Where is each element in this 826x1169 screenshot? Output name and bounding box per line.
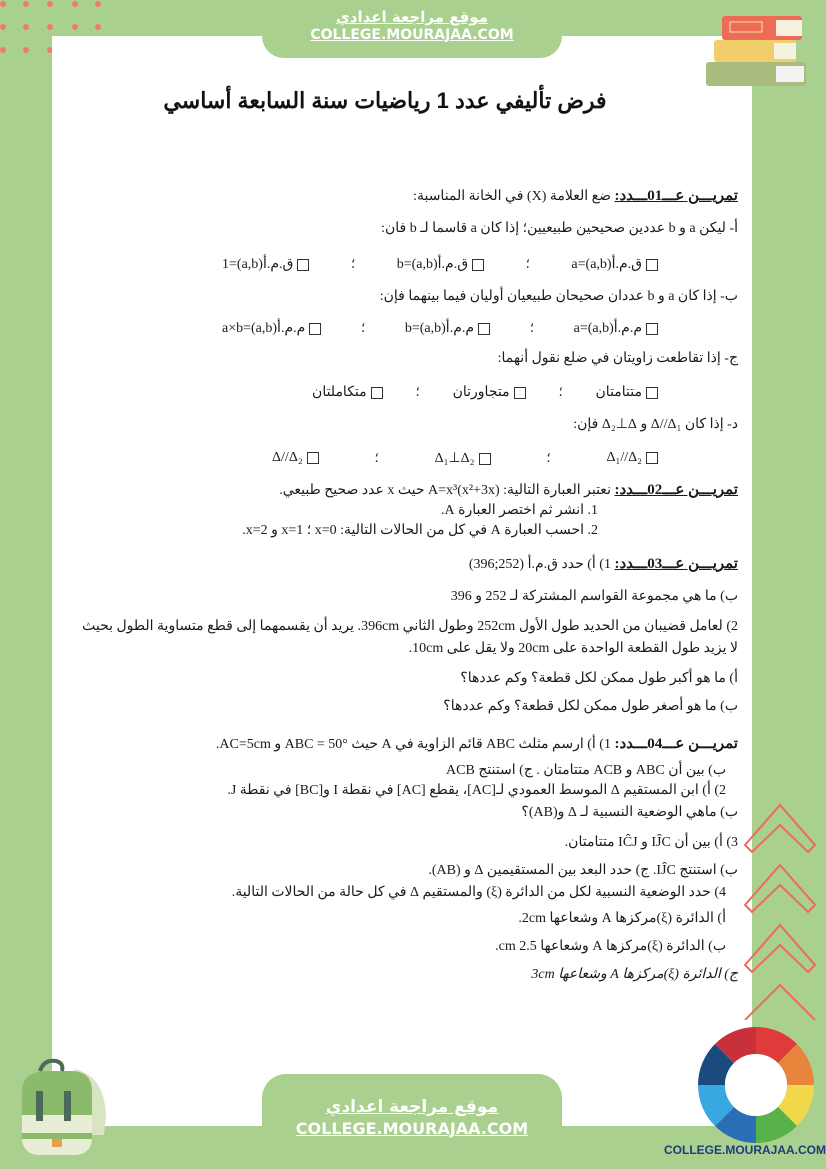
separator: ؛ <box>546 451 551 466</box>
site-url-link[interactable]: COLLEGE.MOURAJAA.COM <box>310 27 514 43</box>
exercise-1-label: تمريـــن عـــ01ـــدد: <box>614 188 738 204</box>
education-wheel-logo-icon <box>696 1025 816 1145</box>
separator: ؛ <box>374 451 379 466</box>
exercise-1-options-d <box>272 450 658 467</box>
checkbox[interactable] <box>646 259 658 271</box>
exercise-4-header <box>216 734 738 753</box>
option[interactable]: ق.م.أ(a,b)=a <box>571 256 658 273</box>
checkbox[interactable] <box>472 259 484 271</box>
exercise-3-q2-line2: لا يزيد طول القطعة الواحدة على 20cm ولا يقل على 10cm. <box>408 641 738 656</box>
exercise-2-statement: نعتبر العبارة التالية: A=x³(x²+3x) حيث x عدد صحيح طبيعي. <box>279 483 611 498</box>
dot <box>23 24 29 30</box>
checkbox[interactable] <box>646 323 658 335</box>
checkbox[interactable] <box>371 387 383 399</box>
checkbox[interactable] <box>479 453 491 465</box>
option[interactable]: Δ₁⊥Δ₂ <box>435 450 491 467</box>
dot <box>47 24 53 30</box>
option[interactable]: متجاورتان <box>453 384 526 401</box>
exercise-4-q3a: 3) أ) بين أن IĴC و IĈJ متتامتان. <box>564 835 738 850</box>
checkbox[interactable] <box>646 387 658 399</box>
exercise-4-q2a: 2) أ) ابن المستقيم Δ الموسط العمودي لـ[AC]، يقطع [AC] في نقطة I و[BC] في نقطة J. <box>227 783 726 798</box>
option[interactable]: م.م.أ(a,b)=a×b <box>222 320 321 337</box>
exercise-4-q2b: ب) ماهي الوضعية النسبية لـ Δ و(AB)؟ <box>521 805 738 820</box>
exercise-4-q4c: ج) الدائرة (ξ)مركزها A وشعاعها 3cm <box>531 967 738 982</box>
option[interactable]: متتامتان <box>596 384 658 401</box>
checkbox[interactable] <box>297 259 309 271</box>
exercise-1-question-a: أ- ليكن a و b عددين صحيحين طبيعيين؛ إذا كان a قاسما لـ b فان: <box>381 221 738 236</box>
exercise-1-question-b: ب- إذا كان a و b عددان صحيحان طبيعيان أوليان فيما بينهما فإن: <box>379 289 738 304</box>
backpack-icon <box>14 1055 106 1155</box>
dot <box>23 1 29 7</box>
checkbox[interactable] <box>478 323 490 335</box>
footer-site-name-arabic[interactable]: موقع مراجعة اعدادي <box>325 1097 499 1117</box>
exercise-3-header <box>469 554 738 573</box>
site-name-arabic[interactable]: موقع مراجعة اعدادي <box>336 8 488 26</box>
dot <box>72 1 78 7</box>
exercise-3-q2a: أ) ما هو أكبر طول ممكن لكل قطعة؟ وكم عددها؟ <box>460 671 738 686</box>
left-frame-strip <box>0 36 52 1136</box>
dot <box>47 1 53 7</box>
exercise-4-q4a: أ) الدائرة (ξ)مركزها A وشعاعها 2cm. <box>518 911 726 926</box>
option[interactable]: Δ₁//Δ₂ <box>606 450 658 467</box>
exercise-1-instruction: ضع العلامة (X) في الخانة المناسبة: <box>413 189 611 204</box>
dot <box>72 24 78 30</box>
option[interactable]: ق.م.أ(a,b)=1 <box>222 256 309 273</box>
dot <box>0 24 6 30</box>
exercise-2-item-1: 1. انشر ثم اختصر العبارة A. <box>441 503 598 518</box>
exercise-1-options-b <box>222 320 658 337</box>
footer-site-banner[interactable] <box>262 1074 562 1169</box>
dot <box>0 1 6 7</box>
header-site-banner[interactable] <box>262 0 562 58</box>
exercise-1-options-c <box>312 384 658 401</box>
chevron-up-decoration-icon <box>735 790 825 1020</box>
separator: ؛ <box>525 257 530 272</box>
option[interactable]: متكاملتان <box>312 384 383 401</box>
checkbox[interactable] <box>307 452 319 464</box>
dot <box>95 1 101 7</box>
exercise-4-q4: 4) حدد الوضعية النسبية لكل من الدائرة (ξ) والمستقيم Δ في كل حالة من الحالات التالية. <box>231 885 726 900</box>
exercise-2-item-2: 2. احسب العبارة A في كل من الحالات التالية: x=0 ؛ x=1 و x=2. <box>242 523 598 538</box>
dot <box>95 24 101 30</box>
exercise-3-q1a: 1) أ) حدد ق.م.أ (252;396) <box>468 557 611 572</box>
option[interactable]: م.م.أ(a,b)=a <box>574 320 658 337</box>
exercise-1-options-a <box>222 256 658 273</box>
checkbox[interactable] <box>514 387 526 399</box>
separator: ؛ <box>415 385 420 400</box>
exercise-4-q4b: ب) الدائرة (ξ)مركزها A وشعاعها 2.5 cm. <box>495 939 726 954</box>
exercise-4-label: تمريـــن عـــ04ـــدد: <box>614 736 738 752</box>
exercise-1-question-d: د- إذا كان Δ//Δ₁ و Δ₂⊥Δ فإن: <box>573 417 738 432</box>
separator: ؛ <box>350 257 356 272</box>
dot <box>0 47 6 53</box>
footer-logo-text: COLLEGE.MOURAJAA.COM <box>664 1143 826 1157</box>
separator: ؛ <box>360 321 366 336</box>
checkbox[interactable] <box>646 452 658 464</box>
exercise-1-header <box>413 186 738 205</box>
exercise-2-header <box>279 480 738 499</box>
exercise-3-q1b: ب) ما هي مجموعة القواسم المشتركة لـ 252 و 396 <box>450 589 738 604</box>
exercise-2-label: تمريـــن عـــ02ـــدد: <box>614 482 738 498</box>
exercise-3-q2-line1: 2) لعامل قضيبان من الحديد طول الأول 252cm وطول الثاني 396cm. يريد أن يقسمهما إلى قطع متساوية الطول بحيث <box>82 619 738 634</box>
option[interactable]: ق.م.أ(a,b)=b <box>397 256 484 273</box>
exercise-3-label: تمريـــن عـــ03ـــدد: <box>614 556 738 572</box>
option[interactable]: م.م.أ(a,b)=b <box>405 320 490 337</box>
separator: ؛ <box>558 385 563 400</box>
books-stack-icon <box>696 10 814 90</box>
exercise-4-q3b: ب) استنتج IĴC. ج) حدد البعد بين المستقيمين Δ و (AB). <box>428 863 738 878</box>
option[interactable]: Δ//Δ₂ <box>272 450 319 467</box>
dot <box>23 47 29 53</box>
page-title: فرض تأليفي عدد 1 رياضيات سنة السابعة أساسي <box>163 88 607 113</box>
exercise-4-q1a: 1) أ) ارسم مثلث ABC قائم الزاوية في A حيث ABC = 50° و AC=5cm. <box>215 737 611 752</box>
separator: ؛ <box>529 321 535 336</box>
exercise-3-q2b: ب) ما هو أصغر طول ممكن لكل قطعة؟ وكم عددها؟ <box>443 699 738 714</box>
footer-site-url-link[interactable]: COLLEGE.MOURAJAA.COM <box>295 1119 529 1138</box>
exercise-4-q1b: ب) بين أن ABC و ACB متتامتان . ج) استنتج ACB <box>446 763 726 778</box>
exercise-1-question-c: ج- إذا تقاطعت زاويتان في ضلع نقول أنهما: <box>497 351 738 366</box>
checkbox[interactable] <box>309 323 321 335</box>
